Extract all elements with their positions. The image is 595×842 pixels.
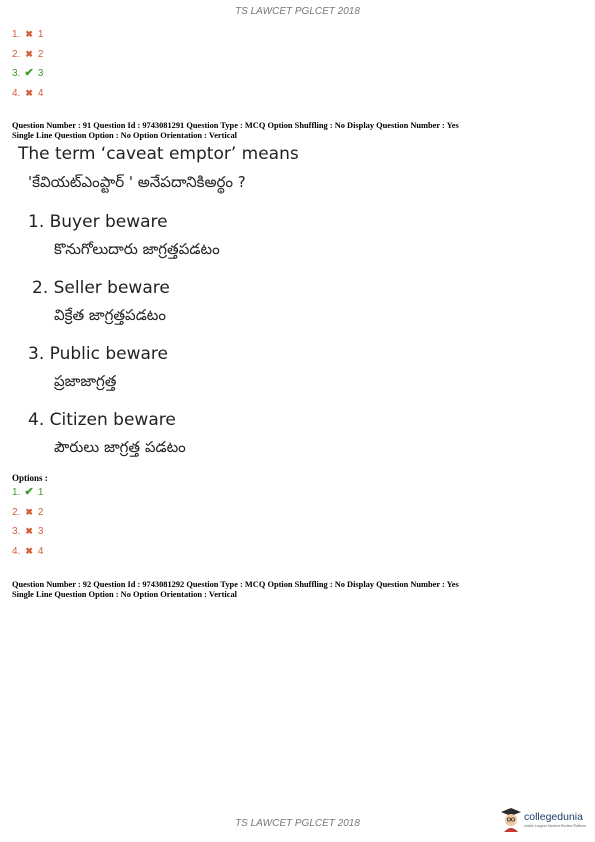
cross-icon: ✖ (25, 48, 33, 59)
option-item (12, 503, 43, 523)
choice-english: 2. Seller beware (32, 278, 170, 298)
logo-tagline: India's Largest Student Review Platform (524, 824, 587, 828)
collegedunia-logo (500, 805, 592, 835)
question-text-telugu: 'కేవియట్ఎంప్టార్ ' అనేపదానికిఅర్థం ? (28, 173, 246, 191)
option-label: 4 (37, 87, 44, 99)
cross-icon: ✖ (25, 29, 33, 39)
question-91-meta (12, 121, 587, 140)
option-number: 4. (12, 87, 21, 99)
option-item (12, 542, 43, 562)
choice-telugu: కొనుగోలుదారు జాగ్రత్తపడటం (54, 240, 220, 258)
option-number: 1. (12, 29, 21, 40)
option-label: 2 (37, 48, 44, 60)
choice-telugu: పౌరులు జాగ్రత్త పడటం (54, 438, 186, 456)
option-item (12, 25, 43, 45)
option-number: 2. (12, 506, 21, 518)
question-meta-line: Question Number : 92 Question Id : 9743081292 Question Type : MCQ Option Shuffling : No Display Question Number : Yes (12, 580, 459, 589)
option-number: 1. (12, 487, 21, 498)
option-label: 3 (37, 68, 44, 79)
question-text-english: The term ‘caveat emptor’ means (18, 144, 299, 164)
choice-english: 3. Public beware (28, 344, 168, 364)
question-meta-line: Question Number : 91 Question Id : 9743081291 Question Type : MCQ Option Shuffling : No Display Question Number : Yes (12, 121, 459, 130)
option-item (12, 483, 43, 503)
page-header: TS LAWCET PGLCET 2018 (235, 6, 360, 17)
option-item (12, 45, 43, 65)
cross-icon: ✖ (25, 526, 33, 536)
cross-icon: ✖ (25, 545, 33, 556)
option-item (12, 64, 43, 84)
question-92-meta (12, 580, 587, 599)
choice-english: 1. Buyer beware (28, 212, 168, 232)
checkmark-icon: ✔ (24, 486, 34, 498)
choice-english: 4. Citizen beware (28, 410, 176, 430)
checkmark-icon: ✔ (24, 67, 34, 79)
choice-telugu: ప్రజాజాగ్రత్త (54, 372, 117, 390)
logo-wordmark: collegedunia (524, 811, 583, 823)
choice-telugu: విక్రేత జాగ్రత్తపడటం (54, 306, 166, 324)
previous-question-options (12, 25, 43, 103)
question-91-options (12, 483, 43, 561)
option-label: 4 (37, 545, 44, 557)
option-number: 3. (12, 68, 21, 79)
option-item (12, 522, 43, 542)
option-label: 2 (37, 506, 44, 518)
option-number: 2. (12, 48, 21, 60)
option-number: 3. (12, 526, 21, 537)
cross-icon: ✖ (25, 506, 33, 517)
option-number: 4. (12, 545, 21, 557)
options-heading: Options : (12, 473, 48, 483)
question-meta-line: Single Line Question Option : No Option Orientation : Vertical (12, 130, 237, 140)
option-label: 1 (37, 487, 44, 498)
graduate-mascot-icon (500, 807, 522, 833)
page-footer: TS LAWCET PGLCET 2018 (235, 818, 360, 829)
option-item (12, 84, 43, 104)
option-label: 3 (37, 526, 44, 537)
question-meta-line: Single Line Question Option : No Option Orientation : Vertical (12, 589, 237, 599)
option-label: 1 (37, 29, 44, 40)
cross-icon: ✖ (25, 87, 33, 98)
